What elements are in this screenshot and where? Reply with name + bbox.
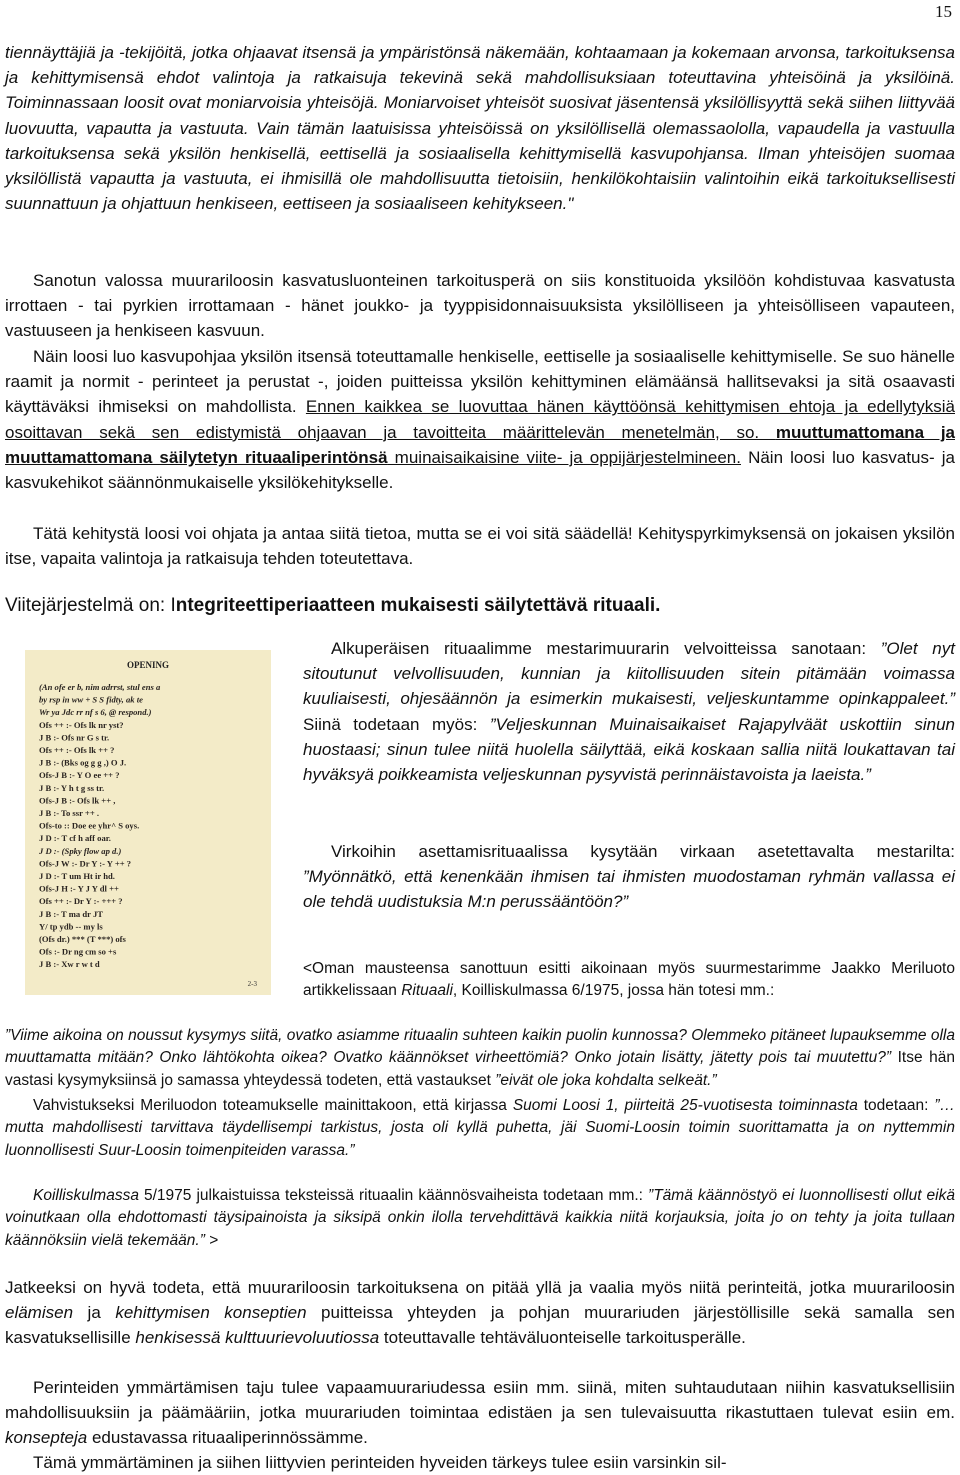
small1-mid: , Koilliskulmassa 6/1975, jossa hän totesi mm.: [452, 982, 775, 1000]
image-caption: OPENING [126, 660, 170, 670]
ritual-line: J B :- Xw r w t d [39, 959, 100, 970]
small2-mid: todetaan: [857, 1097, 935, 1114]
paragraph-guidance: Tätä kehitystä loosi voi ohjata ja antaa siitä tietoa, mutta se ei voi sitä säädellä! Kehityspyrkimyksensä on jokaisen yksilön itse, vapaita valintoja ja ratkaisuja tehden toteutettava. [5, 524, 955, 569]
ritual-line: J B :- Ofs nr G s tr. [39, 732, 110, 743]
small1-quote-2: ”eivät ole joka kohdalta selkeät.” [495, 1071, 717, 1089]
small1-quote: ”Viime aikoina on noussut kysymys siitä, ovatko asiamme rituaalin suhteen kaikin puolin kunnossa? Olemmeko pitäneet lupauksemme olla muuttamatta mitään? Onko lähtökohta oikea? Ovatko käännökset virheettömiä? Onko jotain lisätty, jätetty pois tai muutettu?” [5, 1027, 955, 1067]
body-paragraph-3: Tämä ymmärtäminen ja siihen liittyvien perinteiden hyveiden tärkeys tulee esiin varsinkin sil- [33, 1453, 727, 1472]
image-footer: 2-3 [247, 980, 257, 988]
ritual-line: Ofs :- Dr ng cm so +s [39, 946, 117, 957]
small3-mid: 5/1975 julkaistuissa teksteissä rituaalin käännösvaiheista todetaan mm.: [138, 1187, 649, 1204]
small1-after: Itse hän vastasi kysymyksiinsä jo samassa yhteydessä todeten, että vastaukset [5, 1049, 955, 1089]
small3-italic: Koilliskulmassa [33, 1187, 139, 1204]
small1-start: <Oman mausteensa sanottuun esitti aikoinaan myös suurmestarimme Jaakko Meriluoto artikkelissaan [303, 960, 955, 1000]
ritual-line: by rsp in ww + S S fidty, ak te [39, 694, 143, 705]
small-paragraph-3 [5, 1185, 955, 1252]
small-paragraph-1-top [303, 958, 955, 1024]
right-column-paragraph-1 [303, 636, 955, 787]
ritual-line: J B :- To ssr ++ . [39, 808, 100, 818]
paragraph-growth [5, 344, 955, 495]
ritual-scan [25, 650, 271, 995]
ritual-line: Ofs-J B :- Ofs lk ++ , [39, 795, 116, 806]
para2-start: Näin loosi luo kasvupohjaa yksilön itsensä toteuttamalle henkiselle, eettiselle ja sosiaaliselle kehittymiselle. Se suo hänelle raamit ja normit - perinteet ja perustat -, joiden puitteissa yksilön kehittyminen elämäänsä hallitsevaksi ja sitä osaavasti käyttäväksi ihmiseksi on mahdollista. [5, 347, 955, 417]
body1-i1: elämisen [5, 1303, 74, 1323]
para2-underlined: Ennen kaikkea se luovuttaa hänen käyttöönsä kehittymisen ehtoja ja edellytyksiä osoittavan sekä sen edistymistä ohjaavan ja tavoitteita määrittelevän menetelmän, so. [5, 397, 955, 442]
para2-bold-underlined: muuttumattomana ja muuttamattomana säilytetyn rituaaliperintönsä [5, 422, 955, 467]
right-quote-2: ”Veljeskunnan Muinaisaikaiset Rajapylväät uskottiin sinun huostaasi; sinun tulee niitä huolella säilyttää, eikä koskaan sallia niitä loukattavan tai hyväksyä poikkeamista veljeskunnan pysyvistä perinnäistavoista ja laeista.” [303, 714, 955, 785]
body1-a: Jatkeeksi on hyvä todeta, että muurariloosin tarkoituksena on pitää yllä ja vaalia myös niitä perinteitä, jotka muurariloosin [5, 1278, 955, 1297]
right-quote-3: ”Myönnätkö, että kenenkään ihmisen tai ihmisten muodostaman ryhmän vallassa ei ole tehdä uudistuksia M:n perussääntöön?” [303, 867, 955, 912]
small1-italic: Rituaali [401, 982, 453, 1000]
quote-text: tiennäyttäjiä ja -tekijöitä, jotka ohjaavat itsensä ja ympäristönsä näkemään, kohtaamaan ja kokemaan arvonsa, tarkoituksensa ja kehittymisensä ehdot valintoja ja ratkaisuja tekevinä sekä mahdollisuksiaan toteuttavina yhteisöinä ja yksilöinä. Toiminnassaan loosit ovat moniarvoisia yhteisöjä. Moniarvoiset yhteisöt suosivat jäsentensä yksilöllisyyttä sekä siihen liittyvää luovuutta, vapautta ja vastuuta. Vain tämän laatuisissa yhteisöissä on yksilöllisellä olemassaololla, vapaudella ja vastuulla tarkoituksensa sekä yksilön henkisellä, eettisellä ja sosiaalisella kehittymisellä kasvupohjansa. Ilman yhteisöjen suomaa yksilöllistä vapautta ja vastuuta, ei ihmisillä ole mahdollisuutta tietoisiin, henkilökohtaisiin valintoihin eikä tarkoituksellisesti suunnattuun ja ohjattuun henkiseen, eettiseen ja sosiaaliseen kehitykseen." [5, 43, 955, 214]
para2-end: Näin loosi luo kasvatus- ja kasvukehikot säännönmukaiselle yksilökehitykselle. [5, 447, 955, 493]
ritual-line: Ofs-J W :- Dr Y :- Y ++ ? [39, 858, 132, 869]
body2-a: Perinteiden ymmärtämisen taju tulee vapaamuurariudessa esiin mm. siinä, miten suhtaudutaan niihin kasvatuksellisiin mahdollisuuksiin ja päämääriin, jotka muurariuden toimintaa edistäen ja sen tulevaisuutta rikastuttaen tulevat esiin em. [5, 1378, 955, 1423]
ritual-line: J B :- Y h t g ss tr. [39, 782, 105, 793]
body1-c: puitteissa yhteyden ja pohjan muurariuden järjestöllisille sekä samalla sen kasvatuksellisille [5, 1303, 955, 1348]
ritual-lines [38, 682, 161, 969]
body1-i3: henkisessä kulttuurievoluutiossa [135, 1328, 380, 1348]
small3-end: > [204, 1231, 219, 1249]
ritual-line: J D :- T cf h aff oar. [39, 833, 111, 844]
paragraph-purpose: Sanotun valossa muurariloosin kasvatusluonteinen tarkoitusperä on siis konstituoida yksilöön kohdistuvaa kasvatusta irrottaen - tai pyrkien irrottamaan - hänet joukko- ja tyyppisidonnaisuuksista yksilölliseen ja yhteisölliseen vapauteen, vastuuseen ja henkiseen kasvuun. [5, 271, 955, 341]
right-column-paragraph-2 [303, 839, 955, 915]
small-paragraph-2 [5, 1095, 955, 1162]
page-number: 15 [935, 2, 952, 21]
ritual-line: Ofs ++ :- Ofs lk nr yst? [39, 719, 124, 730]
ritual-line: (Ofs dr.) *** (T ***) ofs [39, 934, 126, 944]
small2-start: Vahvistukseksi Meriluodon toteamukselle mainittakoon, että kirjassa [33, 1097, 513, 1114]
section-heading [5, 593, 955, 619]
quote-paragraph [5, 40, 955, 216]
body1-d: toteuttavalle tehtäväluonteiselle tarkoitusperälle. [379, 1328, 746, 1348]
ritual-line: Ofs-to :: Doe ee yhr^ S oys. [39, 820, 140, 831]
heading-bold: ntegriteettiperiaatteen mukaisesti säilytettävä rituaali. [175, 595, 661, 616]
right-quote-1: ”Olet nyt sitoutunut velvollisuuden, kunnian ja kiitollisuuden sitein pitämään voimassa kuuliaisesti, ohjesäännön ja esimerkin mukaisesti, veljeskuntamme opinkappaleet.” [303, 639, 955, 709]
body1-i2: kehittymisen konseptien [115, 1303, 307, 1323]
body-paragraph-2 [5, 1375, 955, 1451]
ritual-line: J B :- (Bks og g g ,) O J. [39, 757, 127, 768]
small-paragraph-1 [5, 1025, 955, 1092]
right-intro: Alkuperäisen rituaalimme mestarimuurarin velvoitteissa sanotaan: [331, 639, 881, 658]
ritual-line: J D :- (Spky flow ap d.) [39, 845, 122, 856]
ritual-line: (An ofe er b, nim adrrst, stul ens a [39, 682, 161, 692]
ritual-line: Ofs ++ :- Ofs lk ++ ? [39, 745, 115, 755]
ritual-line: Wr ya Jdc rr nf s 6, @ respond.) [39, 707, 152, 718]
para2-underlined-end: muinaisaikaisine viite- ja oppijärjestelmineen. [387, 447, 741, 467]
body-paragraph-1 [5, 1275, 955, 1351]
ritual-line: J D :- T um Ht ir hd. [39, 871, 115, 881]
right-mid: Siinä todetaan myös: [303, 714, 490, 734]
small2-italic: Suomi Loosi 1, piirteitä 25-vuotisesta toiminnasta [512, 1097, 858, 1114]
ritual-line: J B :- T ma dr JT [39, 908, 103, 919]
ritual-line: Ofs-J H :- Y J Y dl ++ [39, 883, 119, 894]
heading-prefix: Viitejärjestelmä on: I [5, 595, 176, 616]
body2-i: konsepteja [5, 1428, 88, 1448]
ritual-text-image [25, 650, 271, 995]
ritual-line: Y/ tp ydb -- my ls [39, 921, 103, 932]
small2-quote: ”…mutta mahdollisesti tarvittava täydellisempi tarkistus, josta oli kyllä puhetta, jäi Suomi-Loosin toimin suorittamatta ja on nyttemmin luonnollisesti Suur-Loosin toimenpiteiden varassa.” [5, 1097, 955, 1159]
small3-quote: ”Tämä käännöstyö ei luonnollisesti ollut eikä voinutkaan olla ehdottomasti täysipainoista ja siksipä onkin ilolla tervehdittävä kaikkia niitä korjauksia, joita jo on tehty ja joita tullaan käännöksiin vielä tekemään.” [5, 1187, 955, 1249]
ritual-line: Ofs ++ :- Dr Y :- +++ ? [39, 896, 123, 907]
right-p2: Virkoihin asettamisrituaalissa kysytään virkaan asetettavalta mestarilta: [331, 842, 955, 861]
ritual-line: Ofs-J B :- Y O ee ++ ? [39, 770, 120, 781]
body1-b: ja [73, 1303, 116, 1323]
body2-b: edustavassa rituaaliperinnössämme. [87, 1428, 368, 1448]
